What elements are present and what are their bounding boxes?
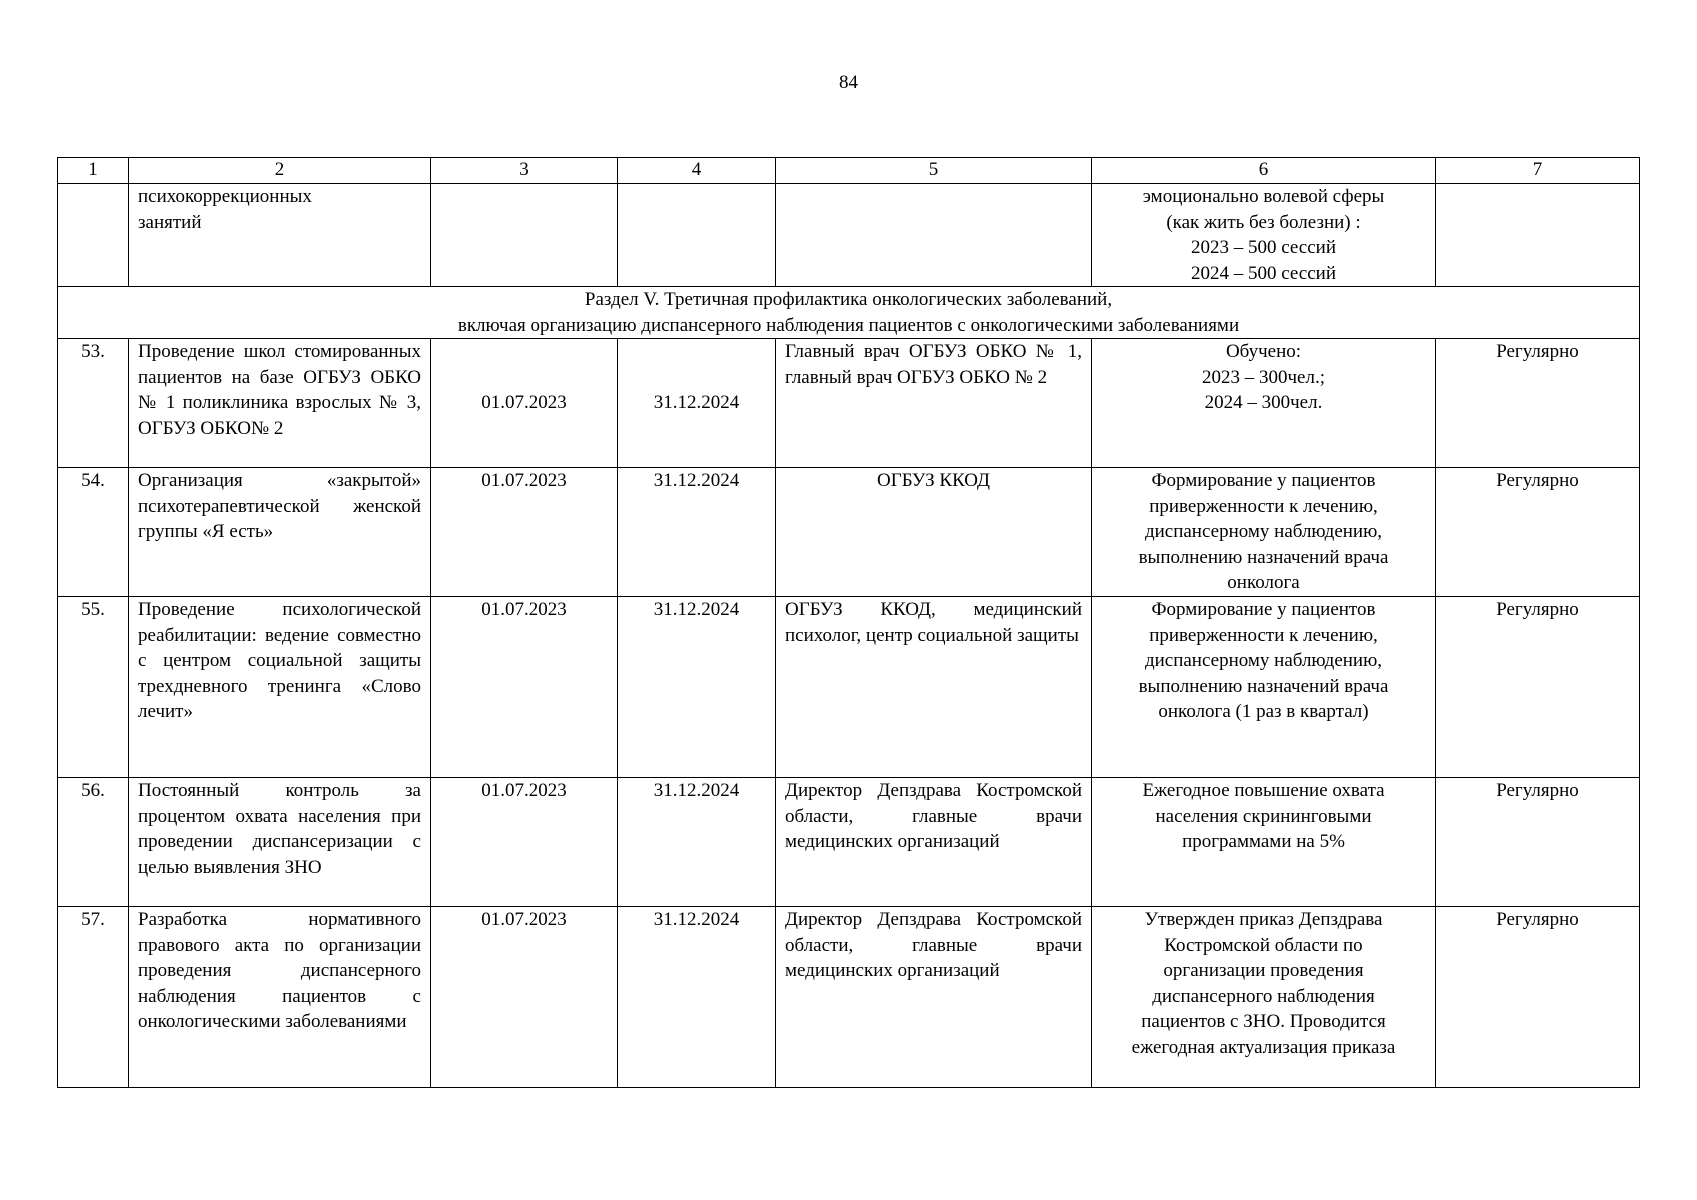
start-date: 01.07.2023 (431, 907, 618, 1088)
activity-cell: Проведение психологической реабилитации: ведение совместно с центром социальной защиты трехдневного тренинга «Слово лечит» (129, 597, 431, 778)
periodicity-cell: Регулярно (1436, 907, 1640, 1088)
result-line: (как жить без болезни) : (1166, 211, 1361, 233)
responsible-cell: Директор Депздрава Костромской области, главные врачи медицинских организаций (776, 778, 1092, 907)
responsible-cell: Директор Депздрава Костромской области, главные врачи медицинских организаций (776, 907, 1092, 1088)
result-cell (1092, 468, 1436, 597)
end-date: 31.12.2024 (618, 778, 776, 907)
result-line: 2023 – 300чел.; (1202, 366, 1325, 388)
page-number: 84 (839, 72, 858, 93)
table-row (58, 597, 1640, 778)
activity-cell: Разработка нормативного правового акта по организации проведения диспансерного наблюдения пациентов с онкологическими заболеваниями (129, 907, 431, 1088)
result-line: Утвержден приказ Депздрава (1144, 909, 1383, 930)
row-number: 54. (58, 468, 129, 597)
row-number: 53. (58, 339, 129, 468)
result-line: выполнению назначений врача (1138, 675, 1389, 697)
result-line: Костромской области по (1164, 934, 1363, 956)
result-line: онколога (1 раз в квартал) (1158, 701, 1369, 722)
result-line: выполнению назначений врача (1138, 546, 1389, 568)
cell-num (58, 184, 129, 287)
column-number: 2 (129, 158, 431, 184)
responsible-cell: ОГБУЗ ККОД (776, 468, 1092, 597)
column-number: 3 (431, 158, 618, 184)
result-cell (1092, 339, 1436, 468)
section-title-line: Раздел V. Третичная профилактика онкологических заболеваний, (584, 289, 1113, 310)
result-line: ежегодная актуализация приказа (1131, 1036, 1396, 1058)
activity-line: занятий (138, 211, 202, 233)
periodicity-cell: Регулярно (1436, 339, 1640, 468)
end-date: 31.12.2024 (618, 468, 776, 597)
result-cell (1092, 907, 1436, 1088)
column-number: 5 (776, 158, 1092, 184)
result-line: программами на 5% (1182, 831, 1345, 852)
cell-responsible (776, 184, 1092, 287)
activity-cell: Организация «закрытой» психотерапевтической женской группы «Я есть» (129, 468, 431, 597)
cell-end (618, 184, 776, 287)
result-line: приверженности к лечению, (1149, 624, 1378, 646)
result-line: диспансерному наблюдению, (1144, 650, 1383, 671)
activity-line: психокоррекционных (138, 186, 312, 207)
result-line: Формирование у пациентов (1151, 470, 1376, 491)
result-line: 2023 – 500 сессий (1190, 237, 1337, 258)
column-number: 7 (1436, 158, 1640, 184)
section-row (58, 287, 1640, 339)
result-line: 2024 – 500 сессий (1190, 262, 1337, 284)
result-line: 2024 – 300чел. (1204, 392, 1323, 413)
section-title-line: включая организацию диспансерного наблюдения пациентов с онкологическими заболеваниями (457, 314, 1240, 336)
responsible-cell: Главный врач ОГБУЗ ОБКО № 1, главный врач ОГБУЗ ОБКО № 2 (776, 339, 1092, 468)
continued-row (58, 184, 1640, 287)
end-date: 31.12.2024 (618, 597, 776, 778)
start-date: 01.07.2023 (431, 778, 618, 907)
periodicity-cell: Регулярно (1436, 597, 1640, 778)
result-line: Ежегодное повышение охвата (1142, 780, 1385, 801)
cell-start (431, 184, 618, 287)
table-row (58, 468, 1640, 597)
column-number: 6 (1092, 158, 1436, 184)
result-line: онколога (1227, 572, 1300, 593)
result-line: населения скрининговыми (1155, 805, 1372, 827)
periodicity-cell: Регулярно (1436, 778, 1640, 907)
end-date: 31.12.2024 (618, 907, 776, 1088)
cell-activity (129, 184, 431, 287)
result-line: организации проведения (1163, 960, 1364, 981)
activity-cell: Проведение школ стомированных пациентов на базе ОГБУЗ ОБКО № 1 поликлиника взрослых № 3, ОГБУЗ ОБКО№ 2 (129, 339, 431, 468)
start-date: 01.07.2023 (431, 597, 618, 778)
table-row (58, 778, 1640, 907)
end-date: 31.12.2024 (618, 339, 776, 468)
table-row (58, 907, 1640, 1088)
column-number: 4 (618, 158, 776, 184)
result-line: Формирование у пациентов (1151, 599, 1376, 620)
start-date: 01.07.2023 (431, 339, 618, 468)
row-number: 57. (58, 907, 129, 1088)
result-line: приверженности к лечению, (1149, 495, 1378, 517)
result-line: пациентов с ЗНО. Проводится (1141, 1011, 1386, 1032)
column-number-row (58, 158, 1640, 184)
activity-cell: Постоянный контроль за процентом охвата населения при проведении диспансеризации с целью выявления ЗНО (129, 778, 431, 907)
row-number: 55. (58, 597, 129, 778)
section-title (58, 287, 1640, 339)
cell-periodicity (1436, 184, 1640, 287)
result-cell (1092, 778, 1436, 907)
periodicity-cell: Регулярно (1436, 468, 1640, 597)
result-line: Обучено: (1225, 341, 1302, 362)
table-row (58, 339, 1640, 468)
result-cell (1092, 597, 1436, 778)
row-number: 56. (58, 778, 129, 907)
responsible-cell: ОГБУЗ ККОД, медицинский психолог, центр социальной защиты (776, 597, 1092, 778)
cell-result (1092, 184, 1436, 287)
start-date: 01.07.2023 (431, 468, 618, 597)
column-number: 1 (58, 158, 129, 184)
plan-table (57, 157, 1640, 1088)
result-line: диспансерного наблюдения (1152, 985, 1375, 1007)
result-line: диспансерному наблюдению, (1144, 521, 1383, 542)
result-line: эмоционально волевой сферы (1142, 186, 1385, 207)
